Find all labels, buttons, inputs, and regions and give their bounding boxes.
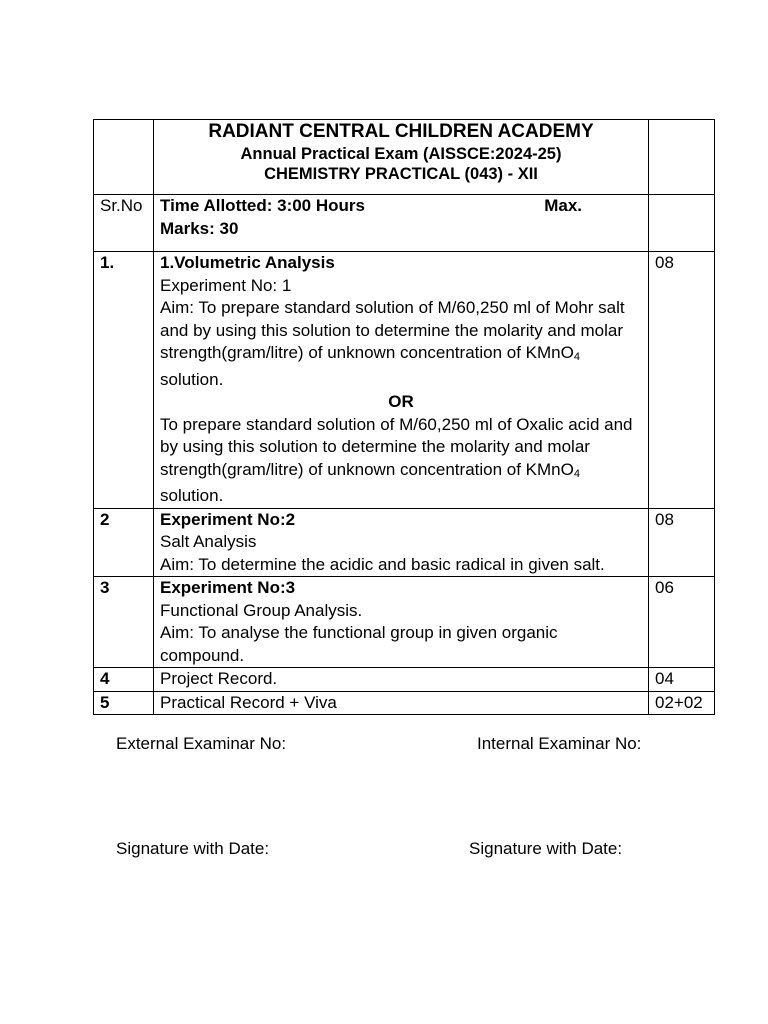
marks-value: 06 (649, 577, 715, 668)
header-cell (154, 120, 649, 195)
sr-label: Sr.No (94, 195, 154, 252)
task-cell (154, 577, 649, 668)
formula-subscript: 4 (573, 467, 580, 480)
info-empty-right (649, 195, 715, 252)
aim-text: Aim: To determine the acidic and basic radical in given salt. (160, 554, 605, 574)
experiment-label: Experiment No: 1 (160, 275, 292, 295)
info-row (94, 195, 715, 252)
table-row (94, 668, 715, 692)
exam-table (93, 119, 715, 715)
subject-title: CHEMISTRY PRACTICAL (043) - XII (264, 165, 538, 183)
marks-value: 04 (649, 668, 715, 692)
alt-aim-text: To prepare standard solution of M/60,250 ml of Oxalic acid and by using this solution to determine the molarity and molar strength(gram/litre) of unknown concentration of KMnO$_4$ solution. (160, 414, 633, 505)
table-row (94, 577, 715, 668)
task-title: Experiment No:2 (160, 509, 296, 529)
time-marks-cell (154, 195, 649, 252)
sr-number: 3 (94, 577, 154, 668)
sr-number: 5 (94, 691, 154, 715)
marks-value: 08 (649, 252, 715, 509)
formula-subscript: 4 (573, 351, 580, 363)
aim-text: Aim: To analyse the functional group in given organic compound. (160, 623, 558, 665)
max-label: Max. (544, 196, 582, 215)
school-name: RADIANT CENTRAL CHILDREN ACADEMY (208, 121, 594, 142)
signature-left-label: Signature with Date: (116, 839, 270, 858)
table-row (94, 691, 715, 715)
sr-number: 2 (94, 508, 154, 577)
header-empty-right (649, 120, 715, 195)
internal-examiner-label: Internal Examinar No: (477, 734, 642, 753)
table-header-row (94, 120, 715, 195)
task-text: Project Record. (154, 668, 649, 692)
sr-number: 1. (94, 252, 154, 509)
task-line: Functional Group Analysis. (160, 600, 363, 620)
external-examiner-label: External Examinar No: (116, 734, 287, 753)
signature-right-label: Signature with Date: (469, 839, 623, 858)
marks-value: 08 (649, 508, 715, 577)
aim-text: Aim: To prepare standard solution of M/60,250 ml of Mohr salt and by using this solution to determine the molarity and molar strength(gram/litre) of unknown concentration of KMnO$_4$ solution. (160, 298, 625, 389)
task-text: Practical Record + Viva (154, 691, 649, 715)
task-title: 1.Volumetric Analysis (160, 253, 335, 272)
table-row (94, 508, 715, 577)
header-empty-left (94, 120, 154, 195)
task-title: Experiment No:3 (160, 578, 296, 597)
exam-title: Annual Practical Exam (AISSCE:2024-25) (240, 145, 562, 163)
time-allotted: Time Allotted: 3:00 Hours (160, 196, 365, 215)
sr-number: 4 (94, 668, 154, 692)
task-line: Salt Analysis (160, 532, 257, 551)
task-cell (154, 508, 649, 577)
marks-value: 02+02 (649, 691, 715, 715)
table-row (94, 252, 715, 509)
marks-label: Marks: 30 (160, 218, 239, 238)
or-label: OR (388, 392, 414, 411)
task-cell (154, 252, 649, 509)
